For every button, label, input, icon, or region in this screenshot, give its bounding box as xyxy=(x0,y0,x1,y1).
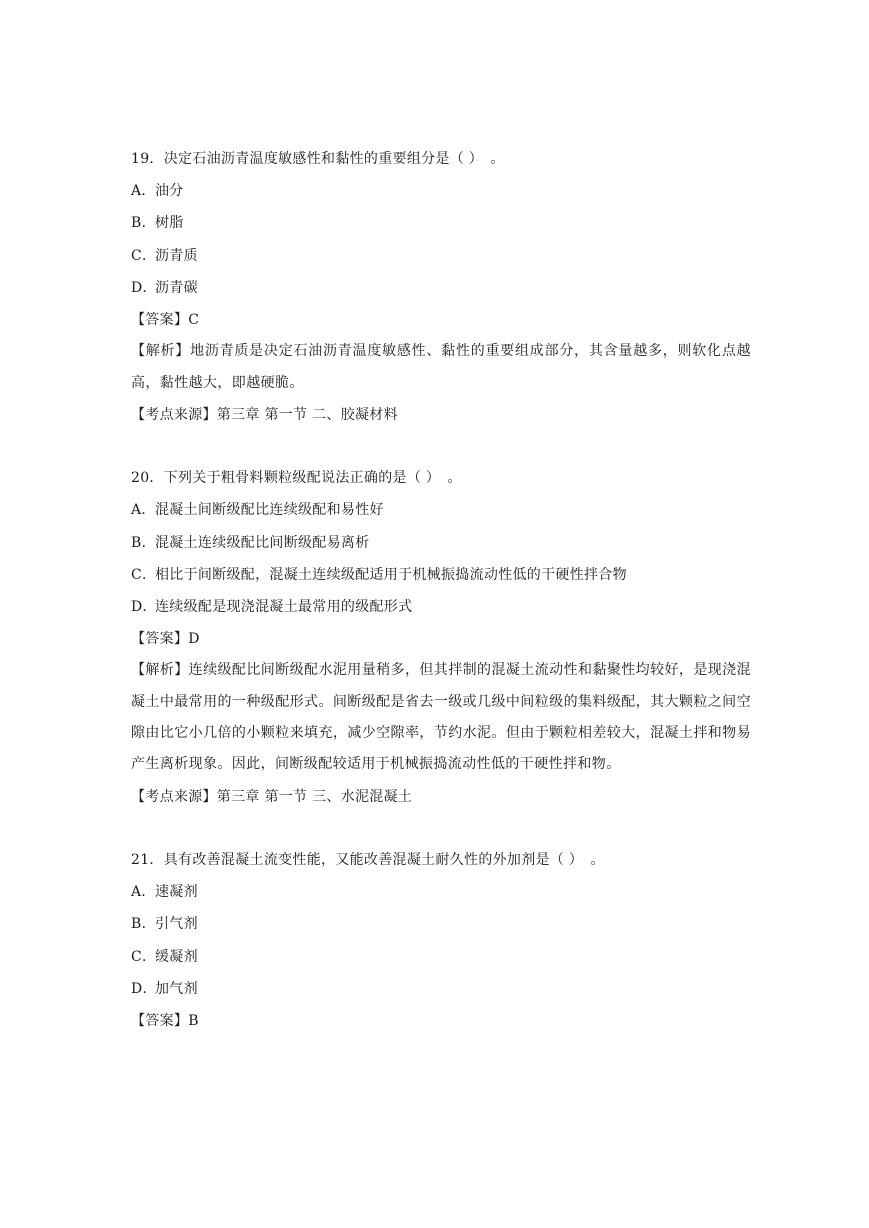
option-label: D． xyxy=(131,598,157,615)
option-label: A． xyxy=(131,183,156,200)
option-label: D． xyxy=(131,279,157,296)
option-label: C． xyxy=(131,566,157,583)
option-label: B． xyxy=(131,215,156,232)
source: 【考点来源】第三章 第一节 二、胶凝材料 xyxy=(131,406,398,423)
option-text: 混凝土连续级配比间断级配易离析 xyxy=(155,534,370,551)
option-text: 油分 xyxy=(155,183,184,200)
question-stem: 19．决定石油沥青温度敏感性和黏性的重要组分是（ ） 。 xyxy=(131,151,505,167)
option-label: C． xyxy=(131,948,157,965)
option-label: A． xyxy=(131,884,156,901)
option-text: 相比于间断级配，混凝土连续级配适用于机械振捣流动性低的干硬性拌合物 xyxy=(155,566,627,583)
question-spacer xyxy=(131,431,751,462)
option-text: 沥青碳 xyxy=(155,279,198,296)
option-text: 沥青质 xyxy=(155,247,198,264)
option-c xyxy=(131,240,751,272)
option-b xyxy=(131,207,751,239)
option-d xyxy=(131,591,751,623)
option-label: D． xyxy=(131,980,157,997)
option-text: 引气剂 xyxy=(155,916,198,933)
answer: 【答案】D xyxy=(131,631,200,648)
option-text: 混凝土间断级配比连续级配和易性好 xyxy=(155,502,384,519)
option-text: 连续级配是现浇混凝土最常用的级配形式 xyxy=(155,598,413,615)
option-b xyxy=(131,908,751,940)
option-label: B． xyxy=(131,534,156,551)
document-page xyxy=(131,143,751,1037)
option-text: 加气剂 xyxy=(155,980,198,997)
option-c xyxy=(131,559,751,591)
option-text: 速凝剂 xyxy=(155,884,198,901)
analysis: 【解析】地沥青质是决定石油沥青温度敏感性、黏性的重要组成部分，其含量越多，则软化点越高，黏性越大，即越硬脆。 xyxy=(131,343,751,391)
option-c xyxy=(131,941,751,973)
answer: 【答案】C xyxy=(131,311,200,328)
option-d xyxy=(131,973,751,1005)
option-a xyxy=(131,494,751,526)
option-label: B． xyxy=(131,916,156,933)
option-label: A． xyxy=(131,502,156,519)
answer: 【答案】B xyxy=(131,1013,199,1029)
question-19 xyxy=(131,143,751,431)
option-text: 缓凝剂 xyxy=(155,948,198,965)
question-stem: 21．具有改善混凝土流变性能，又能改善混凝土耐久性的外加剂是（ ） 。 xyxy=(131,852,605,869)
question-spacer xyxy=(131,813,751,844)
option-b xyxy=(131,527,751,559)
question-stem: 20．下列关于粗骨料颗粒级配说法正确的是（ ） 。 xyxy=(131,470,462,487)
question-21 xyxy=(131,844,751,1037)
option-a xyxy=(131,175,751,207)
question-20 xyxy=(131,462,751,813)
option-a xyxy=(131,876,751,908)
option-d xyxy=(131,272,751,304)
source: 【考点来源】第三章 第一节 三、水泥混凝土 xyxy=(131,788,413,805)
option-text: 树脂 xyxy=(155,215,184,232)
analysis: 【解析】连续级配比间断级配水泥用量稍多，但其拌制的混凝土流动性和黏聚性均较好，是现浇混凝土中最常用的一种级配形式。间断级配是省去一级或几级中间粒级的集料级配，其大颗粒之间空隙由比它小几倍的小颗粒来填充，减少空隙率，节约水泥。但由于颗粒相差较大，混凝土拌和物易产生离析现象。因此，间断级配较适用于机械振捣流动性低的干硬性拌和物。 xyxy=(131,662,751,773)
option-label: C． xyxy=(131,247,157,264)
